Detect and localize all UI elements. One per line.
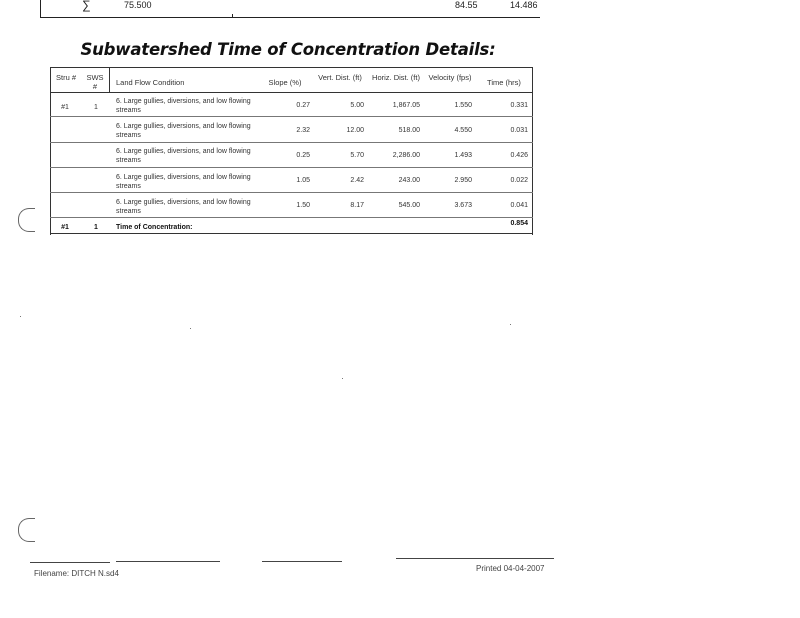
row-5-horiz: 545.00 — [398, 202, 420, 209]
row-3-velocity: 1.493 — [454, 152, 472, 159]
scan-speck — [342, 378, 343, 379]
row-3-horiz: 2,286.00 — [392, 152, 420, 159]
row-1-slope: 0.27 — [296, 102, 310, 109]
row-1-condition: 6. Large gullies, diversions, and low flowing streams — [116, 98, 251, 114]
row-3-condition: 6. Large gullies, diversions, and low flowing streams — [116, 148, 251, 164]
footer-filename: Filename: DITCH N.sd4 — [34, 569, 119, 578]
row-4-horiz: 243.00 — [398, 177, 420, 184]
header-velocity: Velocity (fps) — [428, 73, 472, 82]
row-5-time: 0.041 — [510, 202, 528, 209]
total-label: Time of Concentration: — [116, 224, 193, 231]
header-bottom-border — [50, 92, 533, 93]
row-3-slope: 0.25 — [296, 152, 310, 159]
row-3-vert: 5.70 — [350, 152, 364, 159]
punch-hole-mark — [18, 518, 35, 542]
row-2-condition: 6. Large gullies, diversions, and low flowing streams — [116, 123, 251, 139]
top-col-a: 84.55 — [455, 0, 478, 10]
header-time: Time (hrs) — [487, 78, 521, 87]
row-1-horiz: 1,867.05 — [392, 102, 420, 109]
top-table-tick — [232, 14, 233, 18]
header-land-flow: Land Flow Condition — [116, 78, 185, 87]
row-2-horiz: 518.00 — [398, 127, 420, 134]
row-divider — [50, 217, 533, 218]
row-4-slope: 1.05 — [296, 177, 310, 184]
total-sws: 1 — [94, 224, 98, 231]
table-top-border — [50, 67, 533, 68]
header-vert-dist: Vert. Dist. (ft) — [318, 73, 362, 82]
table-bottom-border — [50, 233, 533, 234]
row-1-velocity: 1.550 — [454, 102, 472, 109]
row-4-condition: 6. Large gullies, diversions, and low flowing streams — [116, 174, 251, 190]
scan-speck — [190, 328, 191, 329]
row-1-stru: #1 — [61, 104, 69, 111]
row-5-vert: 8.17 — [350, 202, 364, 209]
punch-hole-mark — [18, 208, 35, 232]
footer-rule — [262, 561, 342, 562]
header-stru: Stru # — [55, 73, 76, 82]
header-sws: SWS # — [86, 73, 104, 91]
table-right-border — [532, 67, 533, 235]
top-table-bottom-border — [40, 17, 540, 18]
total-time-value: 0.854 — [510, 220, 528, 227]
header-slope: Slope (%) — [268, 78, 302, 87]
row-4-time: 0.022 — [510, 177, 528, 184]
row-1-vert: 5.00 — [350, 102, 364, 109]
footer-rule — [116, 561, 220, 562]
row-2-velocity: 4.550 — [454, 127, 472, 134]
total-stru: #1 — [61, 224, 69, 231]
row-1-sws: 1 — [94, 104, 98, 111]
top-col-b: 14.486 — [510, 0, 538, 10]
page-title: Subwatershed Time of Concentration Details: — [80, 40, 496, 59]
top-total: 75.500 — [124, 0, 152, 10]
row-2-time: 0.031 — [510, 127, 528, 134]
row-4-vert: 2.42 — [350, 177, 364, 184]
row-3-time: 0.426 — [510, 152, 528, 159]
footer-rule — [396, 558, 554, 559]
row-5-velocity: 3.673 — [454, 202, 472, 209]
scan-speck — [20, 316, 21, 317]
row-divider — [50, 116, 533, 117]
row-2-slope: 2.32 — [296, 127, 310, 134]
footer-rule — [30, 562, 110, 563]
header-divider — [109, 67, 110, 92]
row-divider — [50, 167, 533, 168]
sum-symbol: ∑ — [82, 0, 91, 12]
row-5-condition: 6. Large gullies, diversions, and low flowing streams — [116, 199, 251, 215]
row-2-vert: 12.00 — [346, 127, 364, 134]
row-divider — [50, 192, 533, 193]
top-table-left-border — [40, 0, 41, 18]
row-divider — [50, 142, 533, 143]
footer-printed-date: Printed 04-04-2007 — [476, 564, 545, 573]
scan-speck — [510, 324, 511, 325]
table-left-border — [50, 67, 51, 235]
header-horiz-dist: Horiz. Dist. (ft) — [372, 73, 420, 82]
row-5-slope: 1.50 — [296, 202, 310, 209]
row-4-velocity: 2.950 — [454, 177, 472, 184]
row-1-time: 0.331 — [510, 102, 528, 109]
